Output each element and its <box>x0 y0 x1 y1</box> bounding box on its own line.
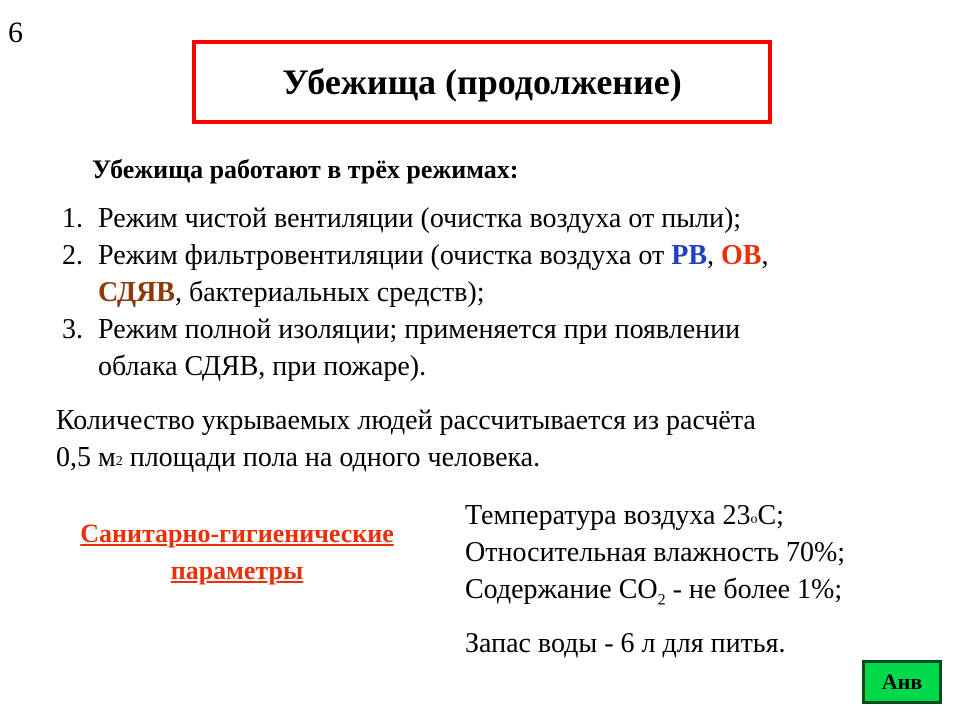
mode-text <box>98 237 769 311</box>
title-box <box>192 40 772 124</box>
co2-line <box>465 571 845 619</box>
mode-text-part: , бактериальных средств); <box>175 277 485 308</box>
subscript: 2 <box>657 591 666 609</box>
sanitary-line: параметры <box>170 556 304 585</box>
sanitary-line: Санитарно-гигиенические <box>80 519 394 548</box>
slide-title: Убежища (продолжение) <box>282 62 682 102</box>
mode-text: Режим чистой вентиляции (очистка воздуха от пыли); <box>98 203 742 234</box>
sanitary-params <box>465 497 845 662</box>
separator: , <box>707 240 722 271</box>
modes-list <box>62 200 769 385</box>
param-text: Содержание СО <box>465 574 658 605</box>
count-line: Количество укрываемых людей рассчитывается из расчёта <box>56 405 756 436</box>
temperature-line <box>465 497 845 534</box>
water-line: Запас воды - 6 л для питья. <box>465 627 786 659</box>
mode-number: 3. <box>62 314 83 345</box>
param-text: С; <box>757 500 784 531</box>
mode-text <box>98 311 740 385</box>
mode-number: 1. <box>62 203 83 234</box>
ov-term: ОВ <box>721 240 762 271</box>
count-part: площади пола на одного человека. <box>122 442 541 473</box>
param-text: Температура воздуха 23 <box>465 500 751 531</box>
rb-term: РВ <box>671 240 708 271</box>
mode-item-3 <box>62 311 769 385</box>
param-text: - не более 1%; <box>665 574 843 605</box>
mode-item-1 <box>62 200 769 237</box>
mode-item-2 <box>62 237 769 311</box>
people-count-text <box>56 402 756 476</box>
intro-text: Убежища работают в трёх режимах: <box>92 155 519 184</box>
mode-text-line: облака СДЯВ, при пожаре). <box>98 351 427 382</box>
mode-number: 2. <box>62 240 83 271</box>
mode-text-line: Режим полной изоляции; применяется при появлении <box>98 314 741 345</box>
slide-number: 6 <box>8 16 23 49</box>
mode-text-part: Режим фильтровентиляции (очистка воздуха от <box>98 240 672 271</box>
sanitary-heading <box>32 515 442 589</box>
superscript: о <box>750 512 758 527</box>
humidity-line: Относительная влажность 70%; <box>465 537 846 568</box>
separator: , <box>761 240 769 271</box>
sdyav-term: СДЯВ <box>98 277 175 308</box>
superscript: 2 <box>115 454 123 469</box>
count-part: 0,5 м <box>56 442 116 473</box>
anv-nav-button[interactable]: Анв <box>862 660 942 704</box>
